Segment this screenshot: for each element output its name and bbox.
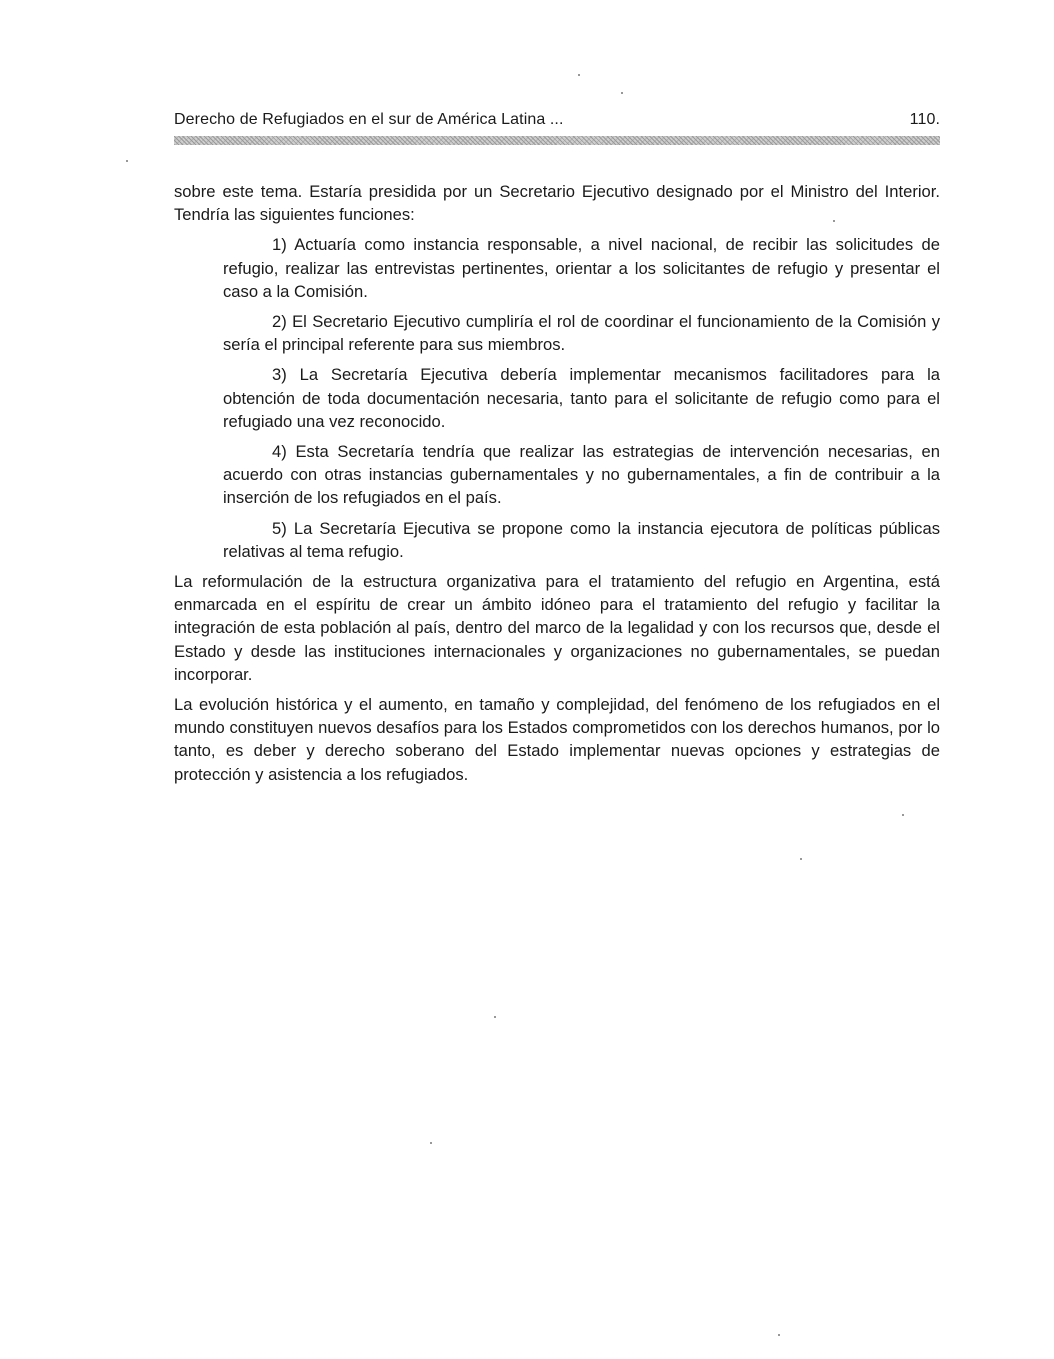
running-header	[174, 108, 940, 132]
scan-speck	[800, 858, 802, 860]
scan-speck	[578, 74, 580, 76]
book-title: Derecho de Refugiados en el sur de América Latina ...	[174, 111, 564, 128]
list-item-5: 5) La Secretaría Ejecutiva se propone como la instancia ejecutora de políticas públicas relativas al tema refugio.	[223, 518, 940, 561]
list-item-2: 2) El Secretario Ejecutivo cumpliría el rol de coordinar el funcionamiento de la Comisión y sería el principal referente para sus miembros.	[223, 312, 940, 355]
scan-speck	[833, 220, 835, 222]
paragraph-reformulacion: La reformulación de la estructura organizativa para el tratamiento del refugio en Argentina, está enmarcada en el espíritu de crear un ámbito idóneo para el tratamiento del refugio y facilitar la integración de esta población al país, dentro del marco de la legalidad y con los recursos que, desde el Estado y desde las instituciones internacionales y organizaciones no gubernamentales, se puedan incorporar.	[174, 572, 940, 684]
header-rule	[174, 136, 940, 145]
scan-speck	[126, 160, 128, 162]
list-item-1: 1) Actuaría como instancia responsable, a nivel nacional, de recibir las solicitudes de refugio, realizar las entrevistas pertinentes, orientar a los solicitantes de refugio y presentar el caso a la Comisión.	[223, 235, 940, 301]
page-number: 110.	[909, 111, 940, 128]
list-item-4: 4) Esta Secretaría tendría que realizar las estrategias de intervención necesarias, en acuerdo con otras instancias gubernamentales y no gubernamentales, a fin de contribuir a la inserción de los refugiados en el país.	[223, 442, 940, 508]
scan-speck	[494, 1016, 496, 1018]
paragraph-evolucion: La evolución histórica y el aumento, en tamaño y complejidad, del fenómeno de los refugiados en el mundo constituyen nuevos desafíos para los Estados comprometidos con los derechos humanos, por lo tanto, es deber y derecho soberano del Estado implementar nuevas opciones y estrategias de protección y asistencia a los refugiados.	[174, 695, 940, 784]
scan-speck	[902, 814, 904, 816]
list-item-3: 3) La Secretaría Ejecutiva debería implementar mecanismos facilitadores para la obtención de toda documentación necesaria, tanto para el solicitante de refugio como para el refugiado una vez reconocido.	[223, 365, 940, 431]
scan-speck	[621, 92, 623, 94]
paragraph-intro: sobre este tema. Estaría presidida por un Secretario Ejecutivo designado por el Ministro del Interior. Tendría las siguientes funciones:	[174, 182, 940, 225]
scan-speck	[778, 1334, 780, 1336]
scan-speck	[430, 1142, 432, 1144]
body-text	[174, 180, 940, 793]
